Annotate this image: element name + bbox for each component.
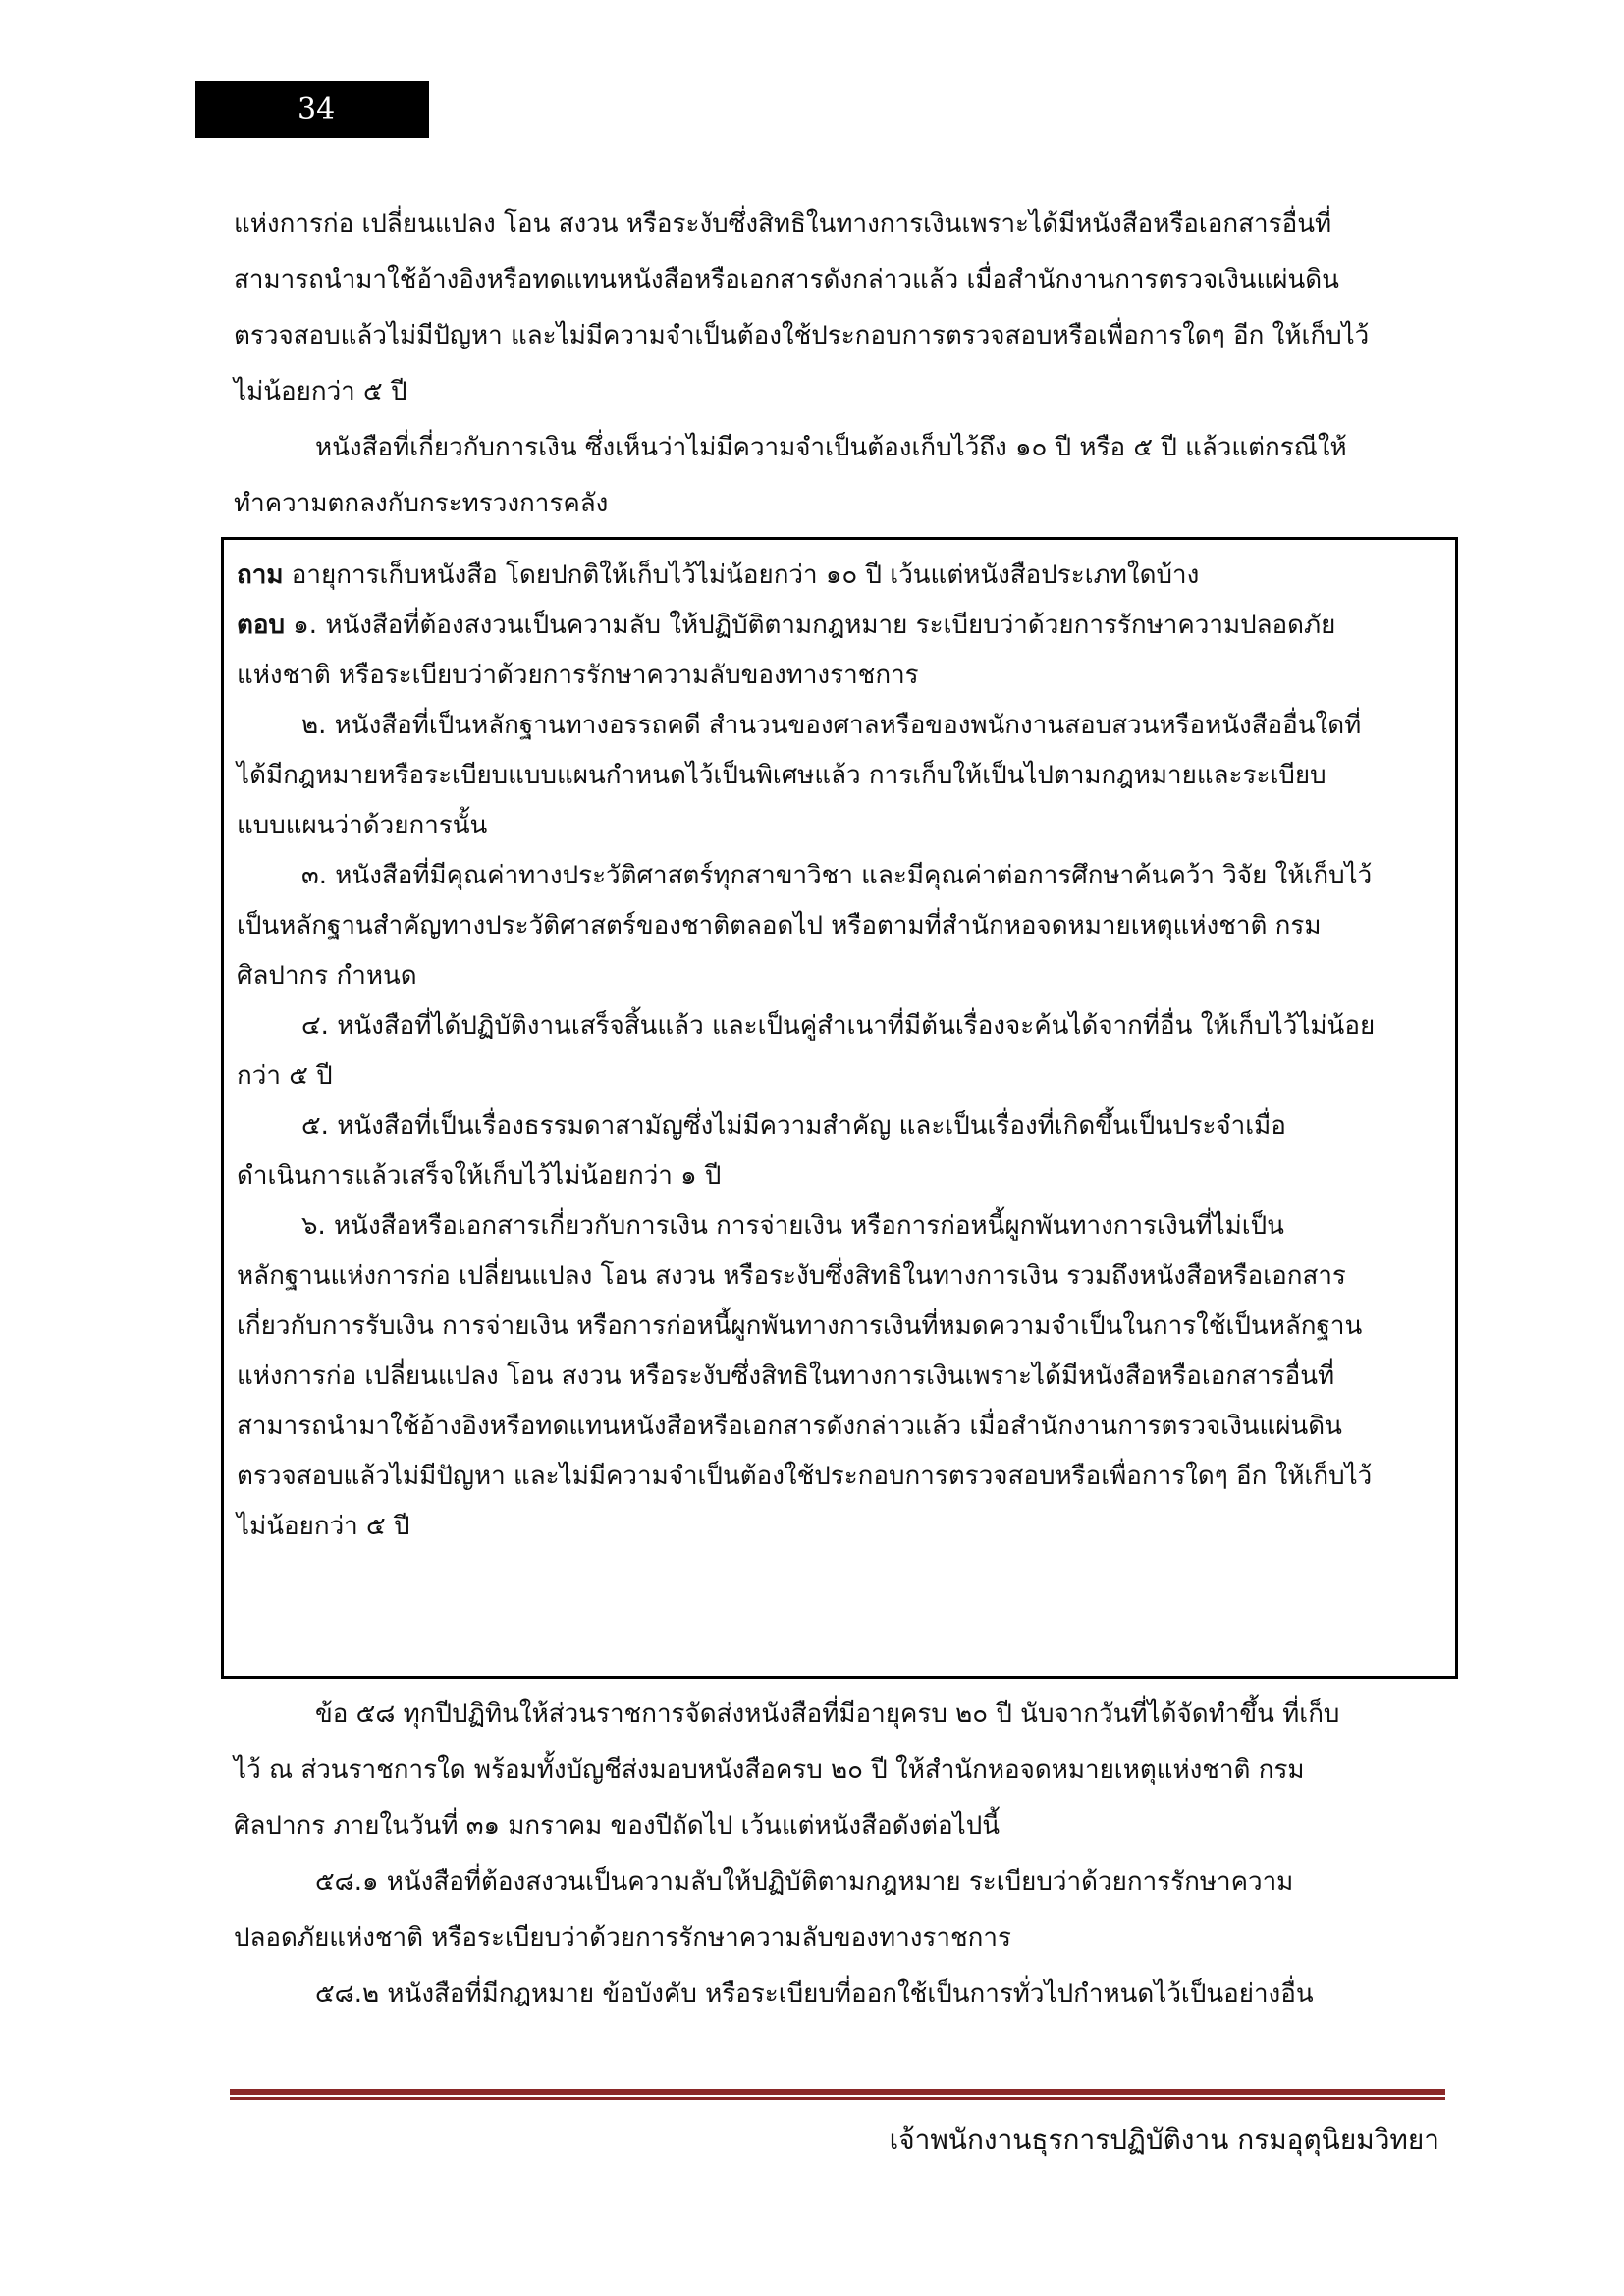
intro-line: สามารถนำมาใช้อ้างอิงหรือทดแทนหนังสือหรือเอกสารดังกล่าวแล้ว เมื่อสำนักงานการตรวจเงินแผ่นดิน [234,265,1339,294]
page-number: 34 [195,81,429,138]
intro-section [234,196,1441,532]
body-line: ไว้ ณ ส่วนราชการใด พร้อมทั้งบัญชีส่งมอบหนังสือครบ ๒๐ ปี ให้สำนักหอจดหมายเหตุแห่งชาติ กรม [234,1755,1305,1785]
question-text: อายุการเก็บหนังสือ โดยปกติให้เก็บไว้ไม่น้อยกว่า ๑๐ ปี เว้นแต่หนังสือประเภทใดบ้าง [283,561,1200,590]
body-line: ๕๘.๑ หนังสือที่ต้องสงวนเป็นความลับให้ปฏิบัติตามกฎหมาย ระเบียบว่าด้วยการรักษาความ [315,1867,1294,1896]
answer-line: ตรวจสอบแล้วไม่มีปัญหา และไม่มีความจำเป็นต้องใช้ประกอบการตรวจสอบหรือเพื่อการใดๆ อีก ให้เก็บไว้ [237,1462,1373,1491]
body-line: ปลอดภัยแห่งชาติ หรือระเบียบว่าด้วยการรักษาความลับของทางราชการ [234,1923,1011,1952]
answer-line: ไม่น้อยกว่า ๕ ปี [237,1512,410,1541]
answer-line: สามารถนำมาใช้อ้างอิงหรือทดแทนหนังสือหรือเอกสารดังกล่าวแล้ว เมื่อสำนักงานการตรวจเงินแผ่นดิน [237,1412,1342,1441]
intro-line: หนังสือที่เกี่ยวกับการเงิน ซึ่งเห็นว่าไม่มีความจำเป็นต้องเก็บไว้ถึง ๑๐ ปี หรือ ๕ ปี แล้วแต่กรณีให้ [315,433,1347,462]
answer-line: ๕. หนังสือที่เป็นเรื่องธรรมดาสามัญซึ่งไม่มีความสำคัญ และเป็นเรื่องที่เกิดขึ้นเป็นประจำเมื่อ [301,1111,1286,1141]
answer-line: กว่า ๕ ปี [237,1061,333,1091]
article-58-section [234,1686,1441,2022]
answer-line: ได้มีกฎหมายหรือระเบียบแบบแผนกำหนดไว้เป็นพิเศษแล้ว การเก็บให้เป็นไปตามกฎหมายและระเบียบ [237,761,1326,790]
answer-line [237,601,1455,651]
answer-line: ดำเนินการแล้วเสร็จให้เก็บไว้ไม่น้อยกว่า ๑ ปี [237,1161,722,1191]
answer-line: เกี่ยวกับการรับเงิน การจ่ายเงิน หรือการก่อหนี้ผูกพันทางการเงินที่หมดความจำเป็นในการใช้เป็นหลักฐาน [237,1311,1363,1341]
answer-line: ๖. หนังสือหรือเอกสารเกี่ยวกับการเงิน การจ่ายเงิน หรือการก่อหนี้ผูกพันทางการเงินที่ไม่เป็น [301,1211,1284,1241]
answer-line: หลักฐานแห่งการก่อ เปลี่ยนแปลง โอน สงวน หรือระงับซึ่งสิทธิในทางการเงิน รวมถึงหนังสือหรือเอกสาร [237,1261,1346,1291]
answer-label: ตอบ [237,611,286,640]
intro-line: ทำความตกลงกับกระทรวงการคลัง [234,489,609,518]
intro-line: ไม่น้อยกว่า ๕ ปี [234,377,407,406]
body-line: ๕๘.๒ หนังสือที่มีกฎหมาย ข้อบังคับ หรือระเบียบที่ออกใช้เป็นการทั่วไปกำหนดไว้เป็นอย่างอื่น [315,1979,1314,2008]
answer-line: ศิลปากร กำหนด [237,961,417,990]
intro-line: ตรวจสอบแล้วไม่มีปัญหา และไม่มีความจำเป็นต้องใช้ประกอบการตรวจสอบหรือเพื่อการใดๆ อีก ให้เก็บไว้ [234,321,1370,350]
answer-line: เป็นหลักฐานสำคัญทางประวัติศาสตร์ของชาติตลอดไป หรือตามที่สำนักหอจดหมายเหตุแห่งชาติ กรม [237,911,1322,940]
body-line: ศิลปากร ภายในวันที่ ๓๑ มกราคม ของปีถัดไป เว้นแต่หนังสือดังต่อไปนี้ [234,1811,1000,1841]
answer-line: ๒. หนังสือที่เป็นหลักฐานทางอรรถคดี สำนวนของศาลหรือของพนักงานสอบสวนหรือหนังสืออื่นใดที่ [301,711,1362,740]
answer-line: ๔. หนังสือที่ได้ปฏิบัติงานเสร็จสิ้นแล้ว และเป็นคู่สำเนาที่มีต้นเรื่องจะค้นได้จากที่อื่น ให้เก็บไว้ไม่น้อย [301,1011,1376,1041]
footer-text: เจ้าพนักงานธุรการปฏิบัติงาน กรมอุตุนิยมวิทยา [889,2123,1439,2156]
qa-box [221,537,1458,1679]
question-line [237,551,1455,601]
answer-line: แห่งชาติ หรือระเบียบว่าด้วยการรักษาความลับของทางราชการ [237,661,919,690]
answer-line: ๓. หนังสือที่มีคุณค่าทางประวัติศาสตร์ทุกสาขาวิชา และมีคุณค่าต่อการศึกษาค้นคว้า วิจัย ให้เก็บไว้ [301,861,1373,890]
intro-line: แห่งการก่อ เปลี่ยนแปลง โอน สงวน หรือระงับซึ่งสิทธิในทางการเงินเพราะได้มีหนังสือหรือเอกสารอื่นที่ [234,209,1332,239]
body-line: ข้อ ๕๘ ทุกปีปฏิทินให้ส่วนราชการจัดส่งหนังสือที่มีอายุครบ ๒๐ ปี นับจากวันที่ได้จัดทำขึ้น ที่เก็บ [315,1699,1340,1729]
question-label: ถาม [237,561,284,590]
answer-line: แห่งการก่อ เปลี่ยนแปลง โอน สงวน หรือระงับซึ่งสิทธิในทางการเงินเพราะได้มีหนังสือหรือเอกสารอื่นที่ [237,1362,1335,1391]
answer-text: ๑. หนังสือที่ต้องสงวนเป็นความลับ ให้ปฏิบัติตามกฎหมาย ระเบียบว่าด้วยการรักษาความปลอดภัย [285,611,1336,640]
answer-line: แบบแผนว่าด้วยการนั้น [237,811,488,840]
footer-divider [230,2089,1445,2101]
